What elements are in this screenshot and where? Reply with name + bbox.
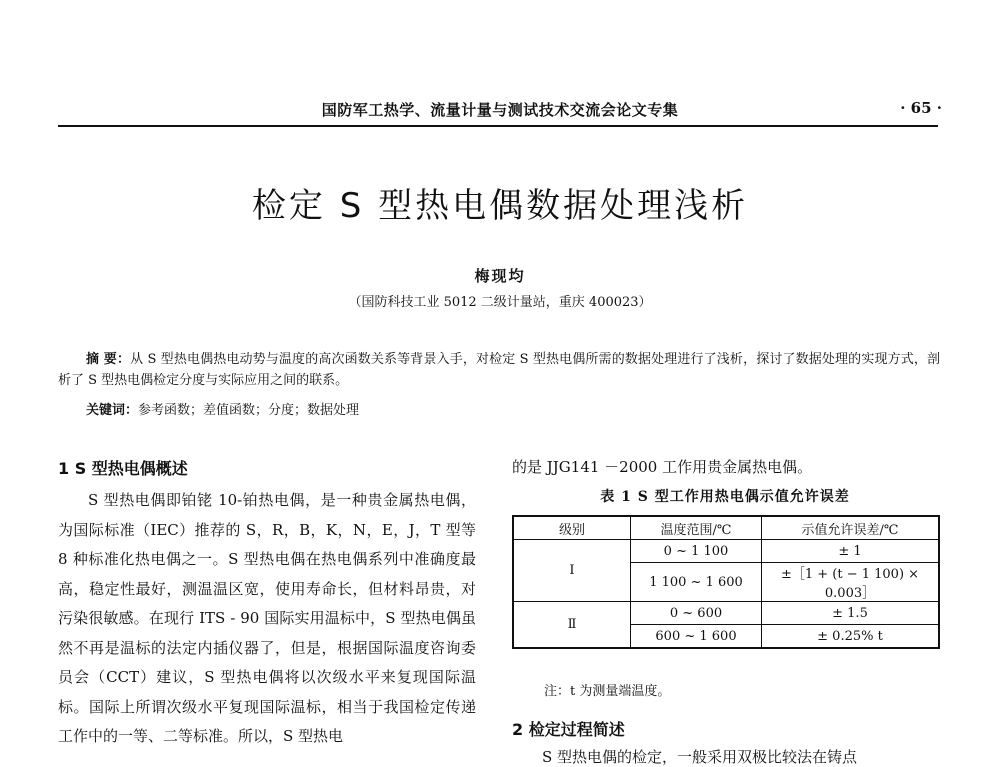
section-1-paragraph: S 型热电偶即铂铑 10-铂热电偶，是一种贵金属热电偶，为国际标准（IEC）推荐的 S，R，B，K，N，E，J，T 型等 8 种标准化热电偶之一。S 型热电偶在热电偶系列中准确度最高，稳定性最好，测温温区宽，使用寿命长，但材料昂贵，对污染很敏感。在现行 ITS - 90 国际实用温标中，S 型热电偶虽然不再是温标的法定内插仪器了，但是，根据国际温度咨询委员会（CCT）建议，S 型热电偶将以次级水平来复现国际温标。国际上所谓次级水平复现国际温标，相当于我国检定传递工作中的一等、二等标准。所以，S 型热电 — [58, 491, 476, 745]
author-affiliation: （国防科技工业 5012 二级计量站，重庆 400023） — [348, 295, 652, 310]
header-divider — [58, 125, 938, 127]
right-column-intro: 的是 JJG141 －2000 工作用贵金属热电偶。 — [512, 458, 813, 476]
section-2-heading: 2 检定过程简述 — [512, 720, 625, 739]
table-cell-error: ±［1 + (t − 1 100) × 0.003］ — [762, 563, 940, 602]
table-cell-range: 0 ~ 1 100 — [631, 540, 762, 563]
table-cell-range: 1 100 ~ 1 600 — [631, 563, 762, 602]
table-header-cell: 温度范围/℃ — [631, 516, 762, 540]
article-title: 检定 S 型热电偶数据处理浅析 — [251, 186, 749, 226]
keywords-label: 关键词： — [86, 403, 139, 418]
section-1-body — [58, 486, 476, 752]
table-caption: 表 1 S 型工作用热电偶示值允许误差 — [600, 489, 850, 505]
keywords-text: 参考函数；差值函数；分度；数据处理 — [138, 403, 360, 418]
table-cell-grade: Ⅱ — [513, 602, 631, 649]
table-cell-error: ± 0.25% t — [762, 625, 940, 649]
table-header-cell: 级别 — [513, 516, 631, 540]
section-2-text: S 型热电偶的检定，一般采用双极比较法在铸点 — [542, 748, 858, 766]
page-number: · 65 · — [900, 99, 942, 117]
table-cell-error: ± 1.5 — [762, 602, 940, 625]
table-cell-error: ± 1 — [762, 540, 940, 563]
table-header-row — [513, 516, 939, 540]
table-row — [513, 602, 939, 625]
section-1-heading: 1 S 型热电偶概述 — [58, 459, 188, 478]
error-table — [512, 515, 940, 649]
table-cell-range: 600 ~ 1 600 — [631, 625, 762, 649]
author-name: 梅现均 — [474, 267, 526, 285]
abstract-label: 摘 要： — [86, 352, 131, 367]
abstract — [58, 349, 940, 391]
journal-header: 国防军工热学、流量计量与测试技术交流会论文专集 — [321, 101, 679, 119]
table-header-cell: 示值允许误差/℃ — [762, 516, 940, 540]
table-row — [513, 540, 939, 563]
table-cell-range: 0 ~ 600 — [631, 602, 762, 625]
keywords — [86, 399, 359, 418]
table-note: 注：t 为测量端温度。 — [544, 684, 671, 699]
table-cell-grade: Ⅰ — [513, 540, 631, 602]
abstract-text: 从 S 型热电偶热电动势与温度的高次函数关系等背景入手，对检定 S 型热电偶所需的数据处理进行了浅析，探讨了数据处理的实现方式，剖析了 S 型热电偶检定分度与实际应用之间的联系。 — [58, 352, 941, 388]
